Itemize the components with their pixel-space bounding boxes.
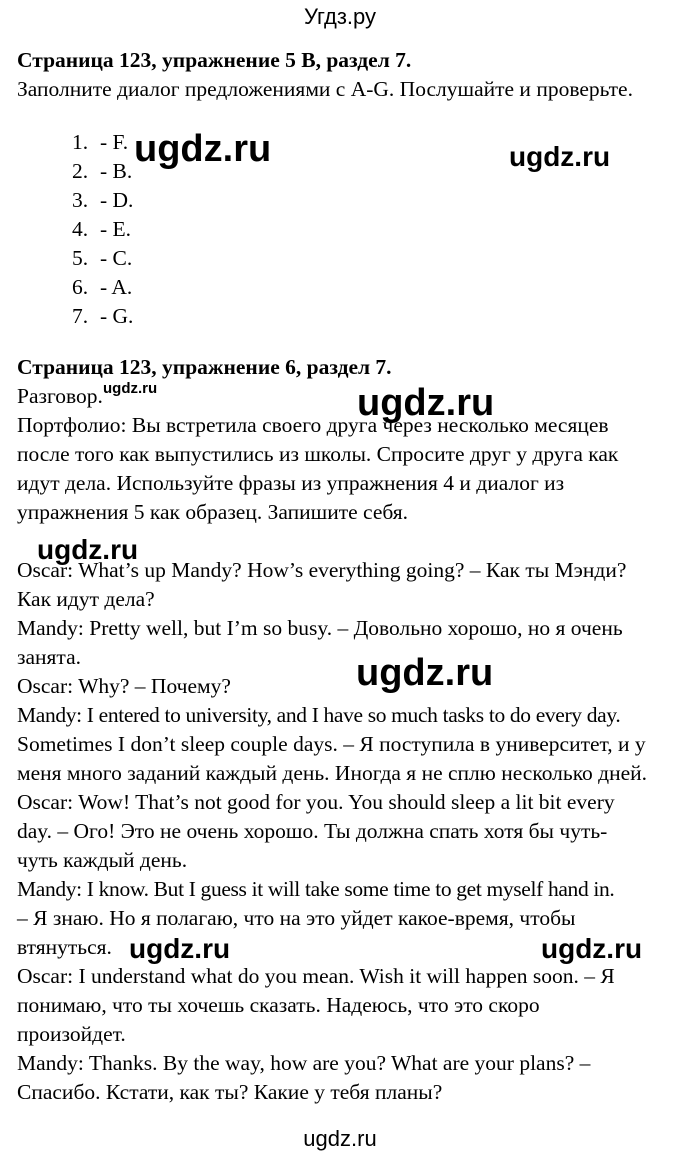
dialogue-line: Как идут дела? [17,587,155,611]
dialogue-line: меня много заданий каждый день. Иногда я не сплю несколько дней. [17,761,648,785]
dialogue-line: понимаю, что ты хочешь сказать. Надеюсь, что это скоро [17,993,540,1017]
answer-number: 5. [72,246,89,270]
dialogue-line: day. – Ого! Это не очень хорошо. Ты должна спать хотя бы чуть- [17,819,608,843]
answer-text: - E. [100,217,132,241]
dialogue-line: Mandy: I know. But I guess it will take some time to get myself hand in. [17,877,615,901]
dialogue-line: произойдет. [17,1022,126,1046]
task-line: идут дела. Используйте фразы из упражнения 4 и диалог из [17,471,565,495]
dialogue-line: Oscar: What’s up Mandy? How’s everything going? – Как ты Мэнди? [17,558,627,582]
section1-heading: Страница 123, упражнение 5 B, раздел 7. [17,48,412,72]
dialogue-line: Mandy: Thanks. By the way, how are you? What are your plans? – [17,1051,591,1075]
watermark: ugdz.ru [129,933,231,964]
answer-number: 3. [72,188,89,212]
list-item [72,244,677,273]
watermark: ugdz.ru [134,128,272,170]
answer-text: - G. [100,304,134,328]
site-header: Угдз.ру [303,4,377,29]
dialogue-line: Sometimes I don’t sleep couple days. – Я поступила в университет, и у [17,732,646,756]
answer-number: 2. [72,159,89,183]
list-item [72,215,677,244]
dialogue-line: Спасибо. Кстати, как ты? Какие у тебя планы? [17,1080,443,1104]
dialogue-line: Mandy: Pretty well, but I’m so busy. – Довольно хорошо, но я очень [17,616,623,640]
list-item [72,186,677,215]
site-footer: ugdz.ru [303,1126,377,1151]
watermark: ugdz.ru [103,380,158,397]
section2 [17,353,677,1107]
watermark: ugdz.ru [356,652,494,694]
answer-number: 1. [72,130,89,154]
dialogue-line: втянуться. [17,935,112,959]
task-line: упражнения 5 как образец. Запишите себя. [17,500,409,524]
answer-number: 4. [72,217,89,241]
section2-heading: Страница 123, упражнение 6, раздел 7. [17,355,392,379]
dialogue-line: – Я знаю. Но я полагаю, что на это уйдет какое-время, чтобы [17,906,576,930]
list-item [72,302,677,331]
task-line: Портфолио: Вы встретила своего друга через несколько месяцев [17,413,609,437]
watermark: ugdz.ru [37,534,139,565]
list-item [72,273,677,302]
section1-instruction: Заполните диалог предложениями с A-G. Послушайте и проверьте. [17,77,633,101]
answer-text: - D. [100,188,134,212]
dialogue-line: Mandy: I entered to university, and I have so much tasks to do every day. [17,703,621,727]
task-line: после того как выпустились из школы. Спросите друг у друга как [17,442,619,466]
watermark: ugdz.ru [357,382,495,424]
dialogue-line: Oscar: Wow! That’s not good for you. You should sleep a lit bit every [17,790,615,814]
answer-text: - F. [100,130,129,154]
watermark: ugdz.ru [509,141,611,172]
watermark: ugdz.ru [541,933,643,964]
answer-text: - A. [100,275,133,299]
dialogue-line: занята. [17,645,82,669]
answer-text: - B. [100,159,133,183]
dialogue-line: Oscar: Why? – Почему? [17,674,231,698]
section2-subtitle: Разговор. [17,384,103,408]
dialogue-line: чуть каждый день. [17,848,188,872]
answer-text: - C. [100,246,133,270]
dialogue-line: Oscar: I understand what do you mean. Wish it will happen soon. – Я [17,964,615,988]
answer-number: 6. [72,275,89,299]
answer-number: 7. [72,304,89,328]
